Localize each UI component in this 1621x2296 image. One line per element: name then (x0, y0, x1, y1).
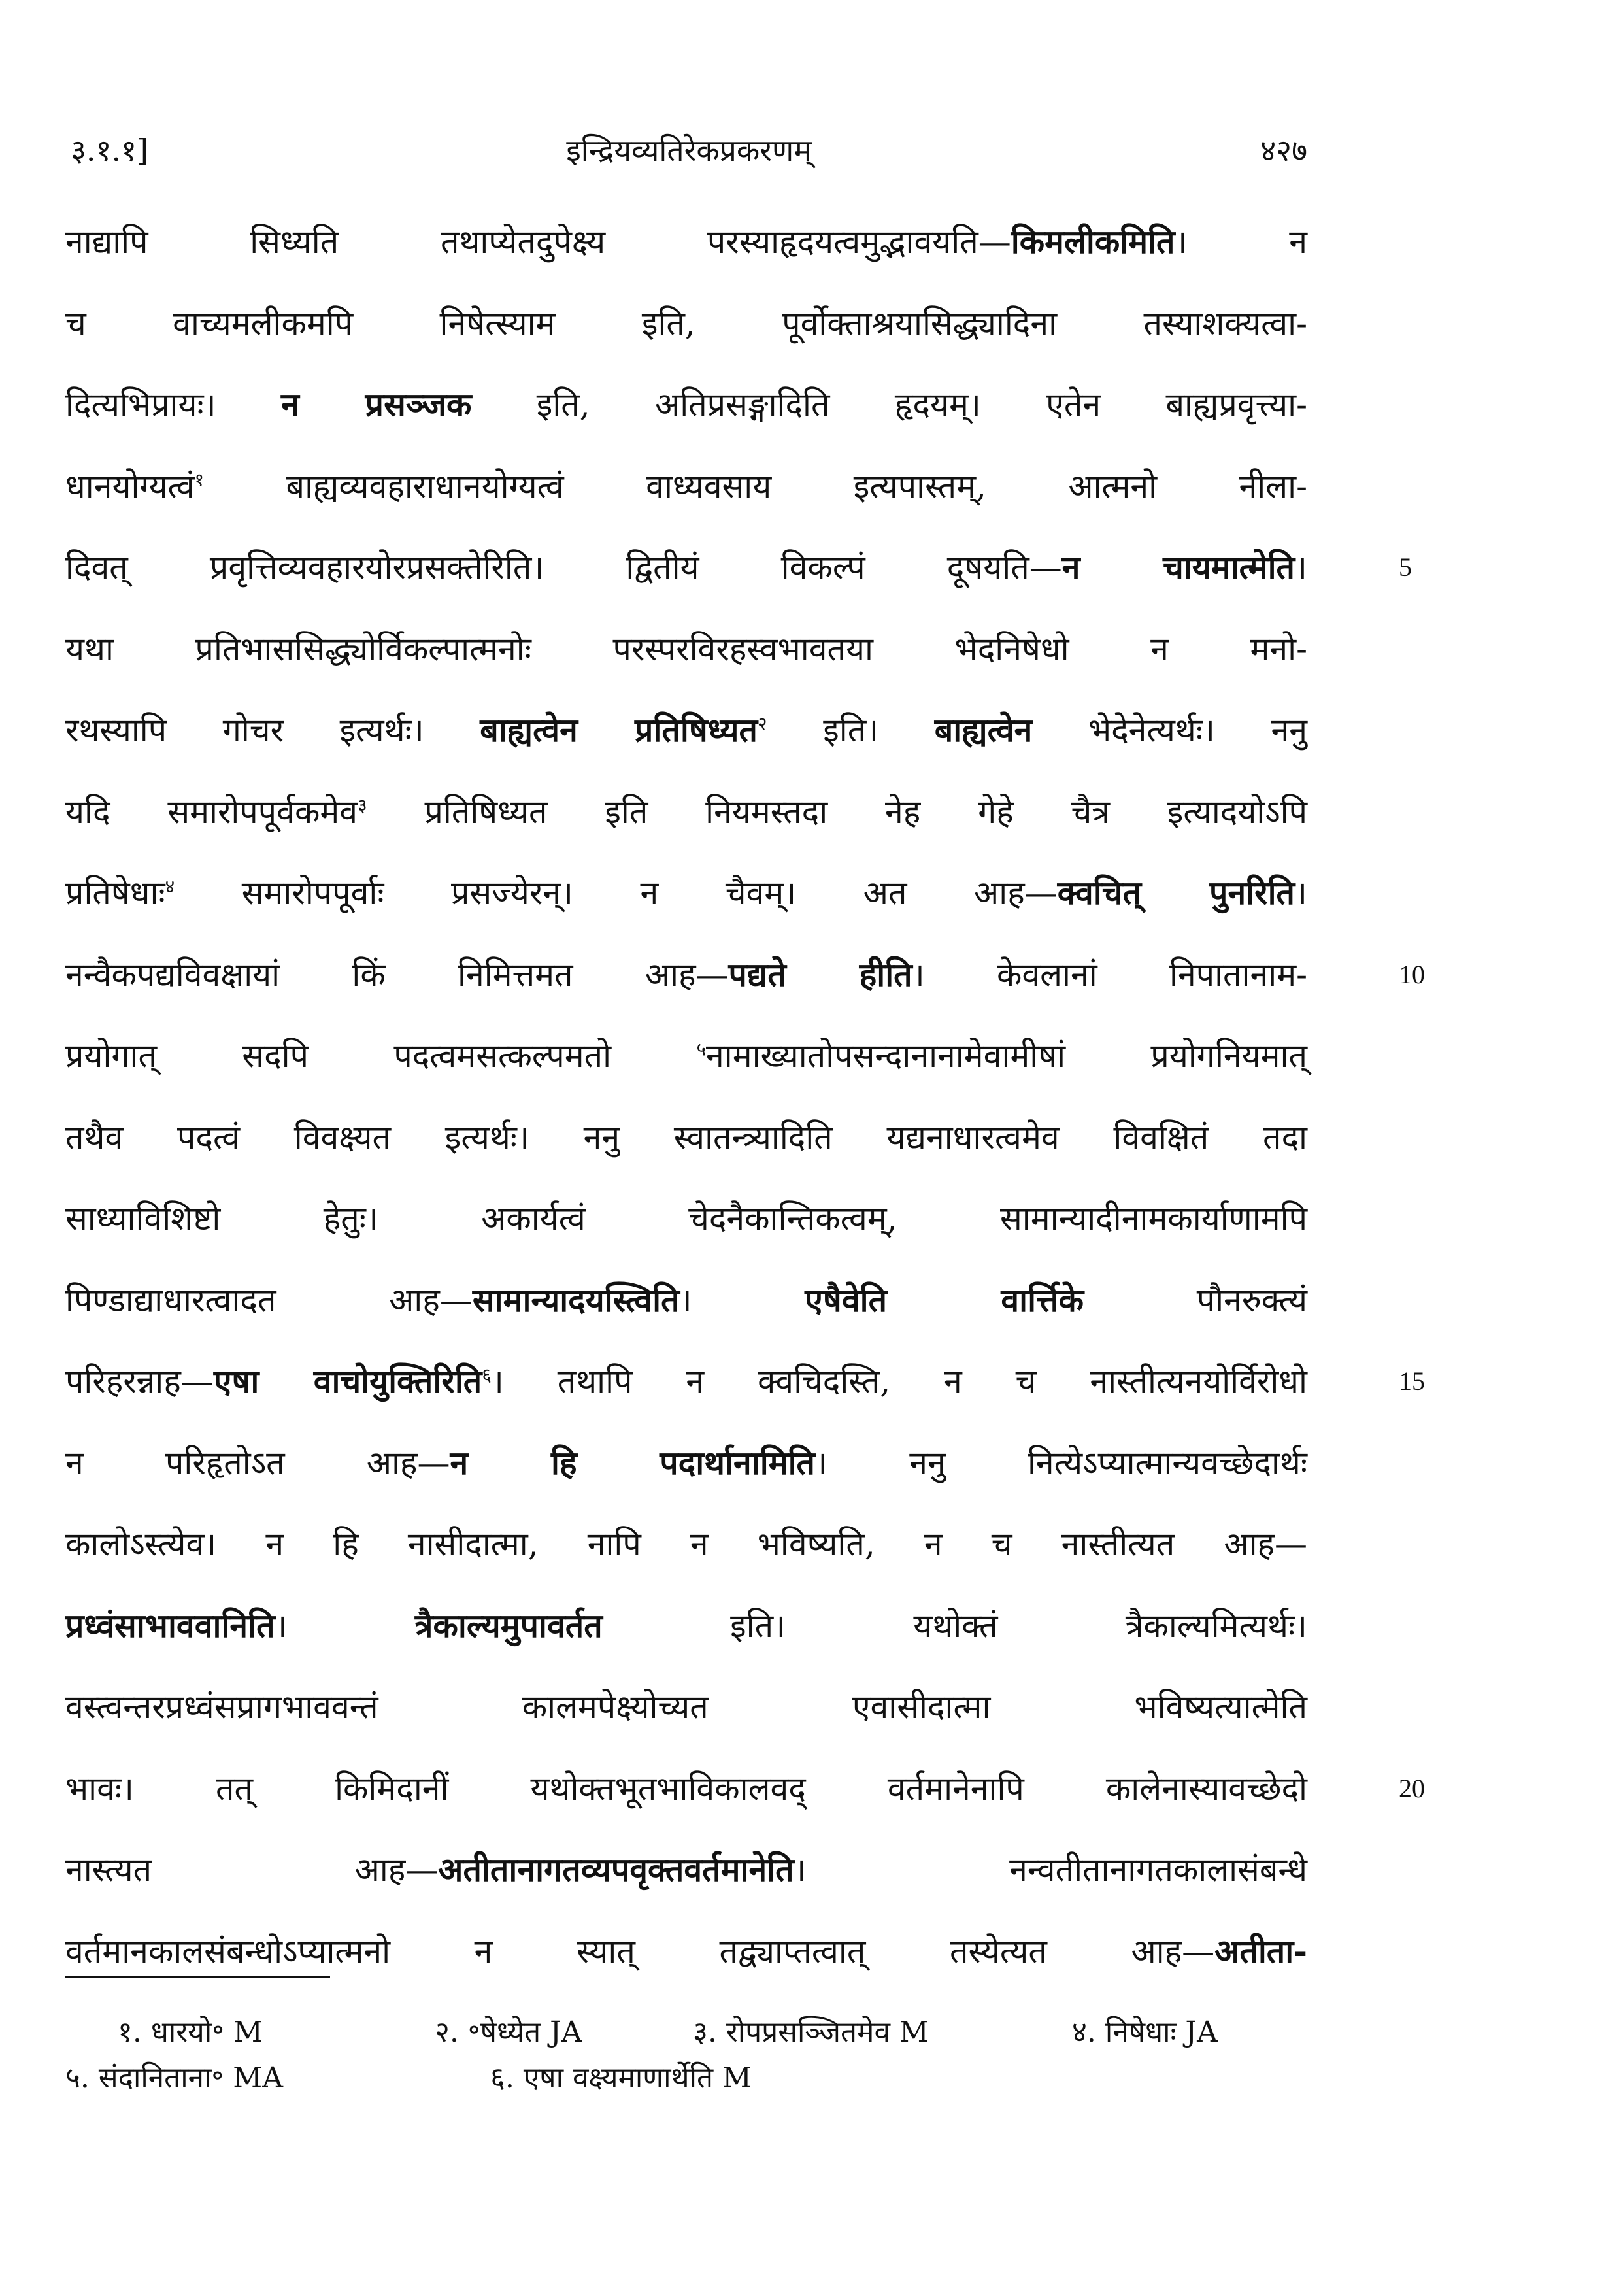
text-span: । केवलानां निपातानाम- (912, 955, 1307, 994)
text-span: । (679, 1281, 805, 1319)
bold-lemma: न हि पदार्थानामिति (450, 1443, 816, 1482)
bold-lemma: क्वचित् पुनरिति (1057, 873, 1295, 912)
text-span: कालोऽस्त्येव। न हि नासीदात्मा, नापि न भविष्यति, न च नास्तीत्यत आह— (65, 1525, 1307, 1563)
footnote-1: १. धारयो॰ M (118, 2016, 263, 2049)
text-span: नन्वैकपद्यविवक्षायां किं निमित्तमत आह— (65, 955, 729, 994)
text-line (65, 211, 1307, 292)
text-line (65, 781, 1307, 862)
line-number: 15 (1399, 1366, 1425, 1396)
bold-lemma: एषैवेति वार्त्तिके (805, 1280, 1084, 1319)
text-span: च वाच्यमलीकमपि निषेत्स्याम इति, पूर्वोक्ताश्रयासिद्ध्यादिना तस्याशक्यत्वा- (65, 304, 1307, 343)
text-line (65, 943, 1425, 1025)
text-line (65, 1513, 1307, 1595)
text-span: इति, अतिप्रसङ्गादिति हृदयम्। एतेन बाह्यप्रवृत्त्या- (471, 386, 1307, 424)
text-span: । (275, 1606, 415, 1645)
text-span: । (1295, 874, 1307, 912)
footnote-4: ४. निषेधाः JA (1072, 2016, 1218, 2049)
footnote-3: ३. रोपप्रसञ्जितमेव M (693, 2016, 929, 2049)
text-span: समारोपपूर्वाः प्रसज्येरन्। न चैवम्। अत आह— (175, 874, 1058, 912)
text-line (65, 1350, 1425, 1432)
text-line (65, 1757, 1425, 1839)
footnote-marker: ४ (165, 875, 175, 898)
bold-lemma: अतीतानागतव्यपवृक्तवर्तमानेति (438, 1850, 794, 1889)
page-title: इन्द्रियव्यतिरेकप्रकरणम् (566, 133, 812, 168)
footnote-marker: २ (758, 713, 767, 735)
footnote-marker: ३ (358, 794, 367, 816)
text-span: रथस्यापि गोचर इत्यर्थः। (65, 711, 480, 749)
text-span: प्रतिषिध्यत इति नियमस्तदा नेह गेहे चैत्र इत्यादयोऽपि (367, 792, 1307, 831)
page-number: ४२७ (1260, 133, 1307, 168)
text-line (65, 1676, 1307, 1757)
line-number: 10 (1399, 959, 1425, 989)
text-span: नाद्यापि सिध्यति तथाप्येतदुपेक्ष्य परस्याहृदयत्वमुद्भावयति— (65, 223, 1011, 261)
footnote-5: ५. संदानिताना॰ MA (65, 2061, 284, 2095)
bold-lemma: पद्यते हीति (728, 954, 912, 994)
text-span: दिवत् प्रवृत्तिव्यवहारयोरप्रसक्तेरिति। द्वितीयं विकल्पं दूषयति— (65, 549, 1062, 586)
text-span: इति। यथोक्तं त्रैकाल्यमित्यर्थः। (602, 1606, 1308, 1645)
running-header (71, 129, 1307, 175)
text-span: धानयोग्यत्वं (65, 467, 195, 505)
text-line (65, 862, 1307, 943)
text-span: बाह्यव्यवहाराधानयोग्यत्वं वाध्यवसाय इत्यपास्तम्, आत्मनो नीला- (204, 467, 1307, 505)
text-line (65, 1187, 1307, 1269)
bold-lemma: न प्रसञ्जक (280, 385, 472, 424)
bold-lemma: सामान्यादयस्त्विति (472, 1280, 680, 1319)
text-line (65, 618, 1307, 700)
text-line (65, 536, 1412, 618)
text-line (65, 1920, 1307, 2002)
footnote-rule (65, 1976, 330, 1978)
text-span: भेदेनेत्यर्थः। ननु (1032, 711, 1307, 749)
bold-lemma: अतीता- (1214, 1931, 1307, 1970)
text-line (65, 1838, 1307, 1920)
text-line (65, 1595, 1307, 1676)
footnote-marker: ६ (482, 1364, 492, 1386)
text-span: । ननु नित्येऽप्यात्मान्यवच्छेदार्थः (815, 1443, 1307, 1482)
text-line (65, 1432, 1307, 1513)
text-span: नामाख्यातोपसन्दानानामेवामीषां प्रयोगनियमात् (706, 1037, 1308, 1075)
text-span: पौनरुक्त्यं (1083, 1281, 1308, 1319)
text-span: प्रतिषेधाः (65, 874, 165, 912)
text-span: यथा प्रतिभाससिद्ध्योर्विकल्पात्मनोः परस्परविरहस्वभावतया भेदनिषेधो न मनो- (65, 630, 1307, 668)
text-line (65, 1024, 1307, 1106)
bold-lemma: न चायमात्मेति (1061, 548, 1295, 586)
bold-lemma: एषा वाचोयुक्तिरिति (213, 1362, 482, 1400)
text-span: प्रयोगात् सदपि पदत्वमसत्कल्पमतो (65, 1037, 697, 1075)
text-span: । न (1175, 223, 1307, 261)
text-line (65, 292, 1307, 374)
text-span: नास्त्यत आह— (65, 1851, 439, 1889)
bold-lemma: बाह्यत्वेन प्रतिषिध्यत (480, 711, 758, 749)
text-span: । (1295, 549, 1307, 586)
footnote-marker: १ (194, 468, 205, 490)
text-line (65, 1106, 1307, 1188)
text-span: वर्तमानकालसंबन्धोऽप्यात्मनो न स्यात् तद्व्याप्तत्वात् तस्येत्यत आह— (65, 1932, 1215, 1970)
text-span: इति। (767, 711, 935, 749)
text-line (65, 455, 1307, 537)
bold-lemma: त्रैकाल्यमुपावर्तत (414, 1606, 603, 1645)
text-line (65, 699, 1307, 781)
line-number: 5 (1399, 552, 1412, 582)
footnote-marker: ५ (696, 1038, 706, 1060)
footnote-6: ६. एषा वक्ष्यमाणार्थेति M (490, 2061, 752, 2095)
section-number: ३.१.१] (71, 133, 148, 168)
bold-lemma: बाह्यत्वेन (934, 711, 1033, 749)
text-span: । तथापि न क्वचिदस्ति, न च नास्तीत्यनयोर्विरोधो (491, 1362, 1307, 1400)
bold-lemma: प्रध्वंसाभाववानिति (65, 1606, 275, 1645)
text-span: दित्यभिप्रायः। (65, 386, 281, 424)
main-text (65, 211, 1425, 2001)
text-line (65, 1269, 1307, 1351)
bold-lemma: किमलीकमिति (1011, 222, 1175, 261)
text-span: परिहरन्नाह— (65, 1362, 214, 1400)
footnote-2: २. ॰षेध्येत JA (435, 2016, 582, 2049)
text-span: साध्याविशिष्टो हेतुः। अकार्यत्वं चेदनैकान्तिकत्वम्, सामान्यादीनामकार्याणामपि (65, 1200, 1307, 1238)
text-span: वस्त्वन्तरप्रध्वंसप्रागभाववन्तं कालमपेक्ष्योच्यत एवासीदात्मा भविष्यत्यात्मेति (65, 1688, 1307, 1726)
text-span: न परिहृतोऽत आह— (65, 1443, 450, 1482)
text-span: यदि समारोपपूर्वकमेव (65, 792, 358, 831)
text-span: पिण्डाद्याधारत्वादत आह— (65, 1281, 473, 1319)
text-span: । नन्वतीतानागतकालासंबन्धे (794, 1851, 1307, 1889)
text-span: तथैव पदत्वं विवक्ष्यत इत्यर्थः। ननु स्वातन्त्र्यादिति यद्यनाधारत्वमेव विवक्षितं तदा (65, 1118, 1307, 1156)
text-line (65, 373, 1307, 455)
text-span: भावः। तत् किमिदानीं यथोक्तभूतभाविकालवद् वर्तमानेनापि कालेनास्यावच्छेदो (65, 1769, 1307, 1808)
line-number: 20 (1399, 1773, 1425, 1803)
